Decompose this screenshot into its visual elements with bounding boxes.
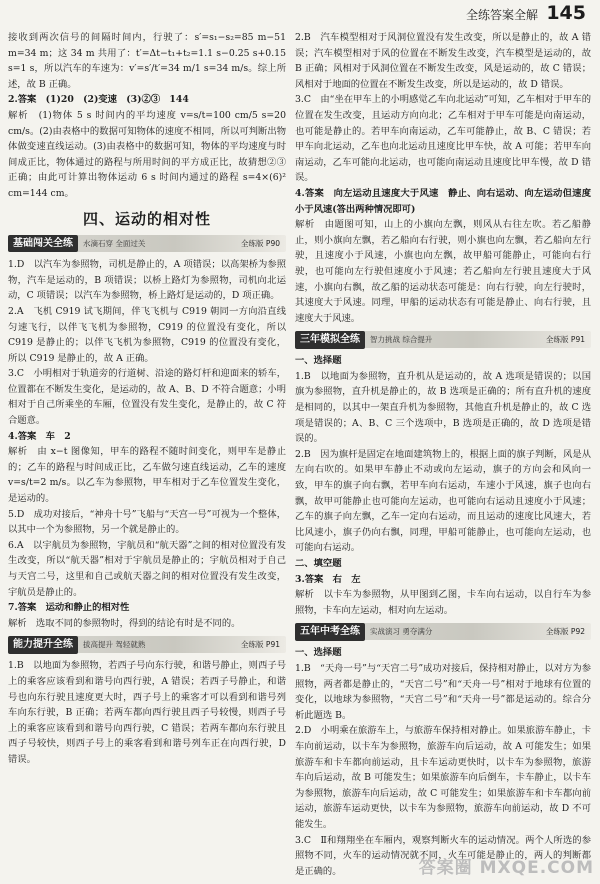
banner-name: 基础闯关全练 [8,235,78,253]
banner-name: 三年模拟全练 [295,331,365,349]
answer-item: 3.C 由“坐在甲车上的小明感觉乙车向北运动”可知，乙车相对于甲车的位置在发生改变，且运动方向向北；乙车相对于甲车可能是向南运动，也可能是静止的。若甲车向南运动，乙车可能静止，故 B、C 错误；若甲车向北运动，乙车也向北运动且速度比甲车快，故 A 可能；若甲车向南运动，乙车可能向北运动，也可能向南运动且速度比甲车慢，故 D 错误。 [295,94,591,184]
answer-item: 解析 以卡车为参照物，从甲图到乙图，卡车向右运动，以自行车为参照物，卡车向左运动，相对向左运动。 [295,589,591,616]
subsection-title: 二、填空题 [295,558,342,569]
answer-paragraph: 解析 (1)物体 5 s 时间内的平均速度 v=s/t=100 cm/5 s=20 cm/s。(2)由表格中的数据可知物体的速度不相同，所以可判断出物体做变速直线运动。(3)由表格中的数据可知，物体的平均速度与时间成正比，物体通过的路程与所用时间的平方成正比，故猜想②③正确；由此可计算出物体运动 6 s 时间内通过的路程 s=4×(6)² cm=144 cm。 [8,109,286,199]
banner-subtitle: 实战演习 勇夺满分 [370,627,433,637]
banner-subtitle: 拔高提升 驾轻就熟 [83,640,146,650]
answer-item: 4.答案 向左运动且速度大于风速 静止、向右运动、向左运动但速度小于风速(答出两种情况即可) [295,187,591,215]
answer-item: 5.D 成功对接后，“神舟十号”飞船与“天宫一号”可视为一个整体，以其中一个为参照物，另一个就是静止的。 [8,508,286,536]
answer-item: 6.A 以宇航员为参照物，宇航员和“航天器”之间的相对位置没有发生改变，所以“航天器”相对于宇航员是静止的；宇航员相对于自己与天宫二号，这里和自己或航天器之间的相对位置没有发生改变，宇航员是静止的。 [8,539,286,598]
right-column [295,30,591,879]
answer-item: 3.C Ⅱ和翔翔坐在车厢内，观察判断火车的运动情况。两个人所选的参照物不同，火车的运动情况就不同，火车可能是静止的，两人的判断都是正确的。 [295,834,591,877]
section-banner [8,235,286,252]
section-banner [295,331,591,348]
answer-paragraph: 接收到两次信号的间隔时间内，行驶了：s′=s₁−s₂=85 m−51 m=34 m；这 34 m 共用了：t′=Δt−t₁+t₂=1.1 s−0.25 s+0.15 s=1 s，所以汽车的车速为：v′=s′/t′=34 m/1 s=34 m/s。综上所述，故 B 正确。 [8,32,286,90]
answer-item: 3.C 小明相对于轨道旁的行道树、沿途的路灯杆和迎面来的轿车，位置都在不断发生变化，是运动的，故 A、B、D 不符合题意；小明相对于自己所乘坐的车厢，位置没有发生变化，是静止的，故 C 符合题意。 [8,368,286,427]
answer-item: 7.答案 运动和静止的相对性 [8,602,130,614]
watermark-logo: 答案圈 MXQE.COM [418,858,594,878]
answer-item: 3.答案 右 左 [295,573,361,585]
banner-page-ref: 全练版 P91 [241,640,280,650]
banner-page-ref: 全练版 P92 [546,627,585,637]
section-banner [295,623,591,640]
answer-item: 2.A 飞机 C919 试飞期间，伴飞飞机与 C919 朝同一方向沿直线匀速飞行，以伴飞飞机为参照物，C919 的位置没有变化，所以 C919 是静止的；以伴飞飞机为参照物，C919 的位置没有变化，所以 C919 是静止的，故 A 正确。 [8,305,286,364]
answer-item: 1.B 以地面为参照物，若西子号向东行驶，和谐号静止，则西子号上的乘客应该看到和谐号向西行驶，A 错误；若西子号静止，和谐号也向东行驶且速度更大时，西子号上的乘客才可以看到和谐号列车向东行驶，B 正确；若两车都向西行驶且西子号较慢，则西子号上的乘客应该看到和谐号向西行驶，C 错误；若两车都向东行驶且西子号较快，则西子号上的乘客看到和谐号列车正在向西行驶，D 错误。 [8,660,286,765]
banner-page-ref: 全练版 P90 [241,238,280,248]
answer-item: 1.D 以汽车为参照物，司机是静止的，A 项错误；以高架桥为参照物，汽车是运动的，B 项错误；以桥上路灯为参照物，司机向北运动，C 项错误；以汽车为参照物，桥上路灯是运动的，D 项正确。 [8,259,286,302]
answer-item: 解析 由题图可知，山上的小旗向左飘，则风从右往左吹。若乙船静止，则小旗向左飘，若乙船向右行驶，则小旗也向左飘，若乙船向左行驶，且速度小于风速，小旗也向左飘，故甲船可能静止，可能向右行驶，也可能向左行驶但速度小于风速；若乙船向左行驶且速度大于风速，小旗向右飘，故乙船的运动状态可能是：向右行驶，向左行驶时，其速度大于风速。同理，甲船的运动状态有可能是静止、向右行驶，且速度大于风速。 [295,219,591,324]
answer-paragraph: 2.答案 (1)20 (2)变速 (3)②③ 144 [8,94,189,106]
banner-page-ref: 全练版 P91 [546,334,585,344]
page-number: 145 [546,2,586,24]
page-header [0,0,600,28]
header-title: 全练答案全解 [465,8,538,22]
answer-item: 4.答案 车 2 [8,430,71,442]
answer-item: 2.B 因为旗杆是固定在地面建筑物上的，根据上面的旗子判断，风是从左向右吹的。如果甲车静止不动或向左运动，旗子的方向会和风向一致，甲车的旗子向右飘，若甲车向右运动，车速小于风速，旗子也向右飘，故甲可能静止也可能向左运动，也可能向右运动且速度小于风速；乙车的旗子向左飘，乙车一定向右运动，而且运动的速度比风速大，若比风速小，旗子仍向右飘，同理，甲船可能静止，也可能向左运动，也可能向右运动。 [295,448,591,554]
left-column [8,30,286,768]
answer-item: 2.D 小明乘在旅游车上，与旅游车保持相对静止。如果旅游车静止，卡车向前运动，以卡车为参照物，旅游车向后运动，故 A 可能发生；如果旅游车和卡车都向前运动，且卡车运动更快时，以卡车为参照物，旅游车向后运动，故 B 可能发生；如果旅游车向后倒车，卡车静止，以卡车为参照物，旅游车向后运动，故 C 可能发生；如果旅游车和卡车都向前运动，旅游车运动更快，以卡车为参照物，旅游车向前运动，故 D 不可能发生。 [295,725,591,830]
banner-name: 五年中考全练 [295,623,365,641]
subsection-title: 一、选择题 [295,355,342,367]
banner-subtitle: 智力挑战 综合提升 [370,334,433,344]
section-banner [8,636,286,653]
banner-name: 能力提升全练 [8,636,78,654]
answer-item: 解析 选取不同的参照物时，得到的结论有时是不同的。 [8,617,241,629]
answer-item: 1.B “天舟一号”与“天宫二号”成功对接后，保持相对静止，以对方为参照物，两者都是静止的，“天宫二号”和“天舟一号”相对于地球有位置的变化，以地球为参照物，“天宫二号”和“天舟一号”都是运动的。综合分析此题选 B。 [295,662,591,721]
answer-item: 1.B 以地面为参照物，直升机从是运动的，故 A 选项是错误的；以国旗为参照物，直升机是静止的，故 B 选项是正确的；所有直升机的速度是相同的，以其中一架直升机为参照物，其他直升机是静止的，故 C 选项是错误的；A、B、C 三个选项中，B 选项是正确的，故 D 选项是错误的。 [295,370,591,445]
section-title: 四、运动的相对性 [82,209,211,228]
answer-item: 解析 由 x−t 图像知，甲车的路程不随时间变化，则甲车是静止的；乙车的路程与时间成正比，乙车做匀速直线运动，乙车的速度 v=s/t=2 m/s。以乙车为参照物，甲车相对于乙车位置发生变化，是运动的。 [8,446,286,505]
answer-item: 2.B 汽车模型相对于风洞位置没有发生改变，所以是静止的，故 A 错误；汽车模型相对于风的位置在不断发生改变，汽车模型是运动的，故 B 正确；风相对于风洞位置在不断发生改变，风是运动的，故 C 错误；风相对于地面的位置在不断发生改变，所以是运动的，故 D 错误。 [295,32,591,90]
banner-subtitle: 水滴石穿 全面过关 [83,238,146,248]
subsection-title: 一、选择题 [295,647,342,659]
